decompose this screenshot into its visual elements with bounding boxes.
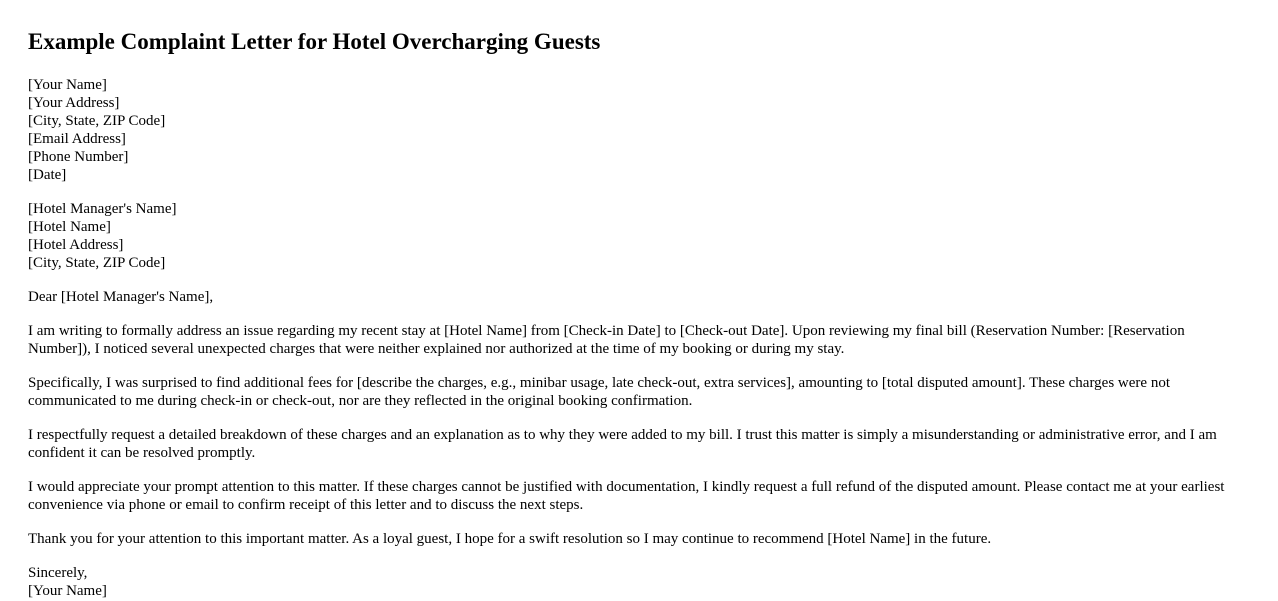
body-paragraph-3: I respectfully request a detailed breakdown of these charges and an explanation as to why they were added to my bill. I trust this matter is simply a misunderstanding or administrative error, and I am confident it can be resolved promptly. bbox=[28, 427, 1217, 461]
letter-date: [Date] bbox=[28, 167, 67, 183]
sender-phone: [Phone Number] bbox=[28, 149, 129, 165]
sender-name: [Your Name] bbox=[28, 77, 107, 93]
body-paragraph-1: I am writing to formally address an issue regarding my recent stay at [Hotel Name] from [Check-in Date] to [Check-out Date]. Upon reviewing my final bill (Reservation Number: [Reservation Number]), I noticed several unexpected charges that were neither explained nor authorized at the time of my booking or during my stay. bbox=[28, 323, 1185, 357]
body-paragraph-2: Specifically, I was surprised to find additional fees for [describe the charges, e.g., minibar usage, late check-out, extra services], amounting to [total disputed amount]. These charges were not communicated to me during check-in or check-out, nor are they reflected in the original booking confirmation. bbox=[28, 375, 1170, 409]
sender-address-block bbox=[28, 76, 1250, 184]
recipient-manager-name: [Hotel Manager's Name] bbox=[28, 201, 177, 217]
sender-address: [Your Address] bbox=[28, 95, 120, 111]
sender-email: [Email Address] bbox=[28, 131, 126, 147]
recipient-hotel-name: [Hotel Name] bbox=[28, 219, 111, 235]
sender-city-state-zip: [City, State, ZIP Code] bbox=[28, 113, 166, 129]
page-title: Example Complaint Letter for Hotel Overcharging Guests bbox=[28, 29, 601, 54]
closing: Sincerely, bbox=[28, 565, 88, 581]
letter-page bbox=[28, 28, 1250, 600]
body-paragraph-4: I would appreciate your prompt attention to this matter. If these charges cannot be justified with documentation, I kindly request a full refund of the disputed amount. Please contact me at your earliest convenience via phone or email to confirm receipt of this letter and to discuss the next steps. bbox=[28, 479, 1225, 513]
recipient-hotel-address: [Hotel Address] bbox=[28, 237, 124, 253]
body-paragraph-5: Thank you for your attention to this important matter. As a loyal guest, I hope for a swift resolution so I may continue to recommend [Hotel Name] in the future. bbox=[28, 531, 992, 547]
closing-block bbox=[28, 564, 1250, 600]
recipient-address-block bbox=[28, 200, 1250, 272]
recipient-city-state-zip: [City, State, ZIP Code] bbox=[28, 255, 166, 271]
salutation: Dear [Hotel Manager's Name], bbox=[28, 289, 214, 305]
signature-name: [Your Name] bbox=[28, 583, 107, 599]
